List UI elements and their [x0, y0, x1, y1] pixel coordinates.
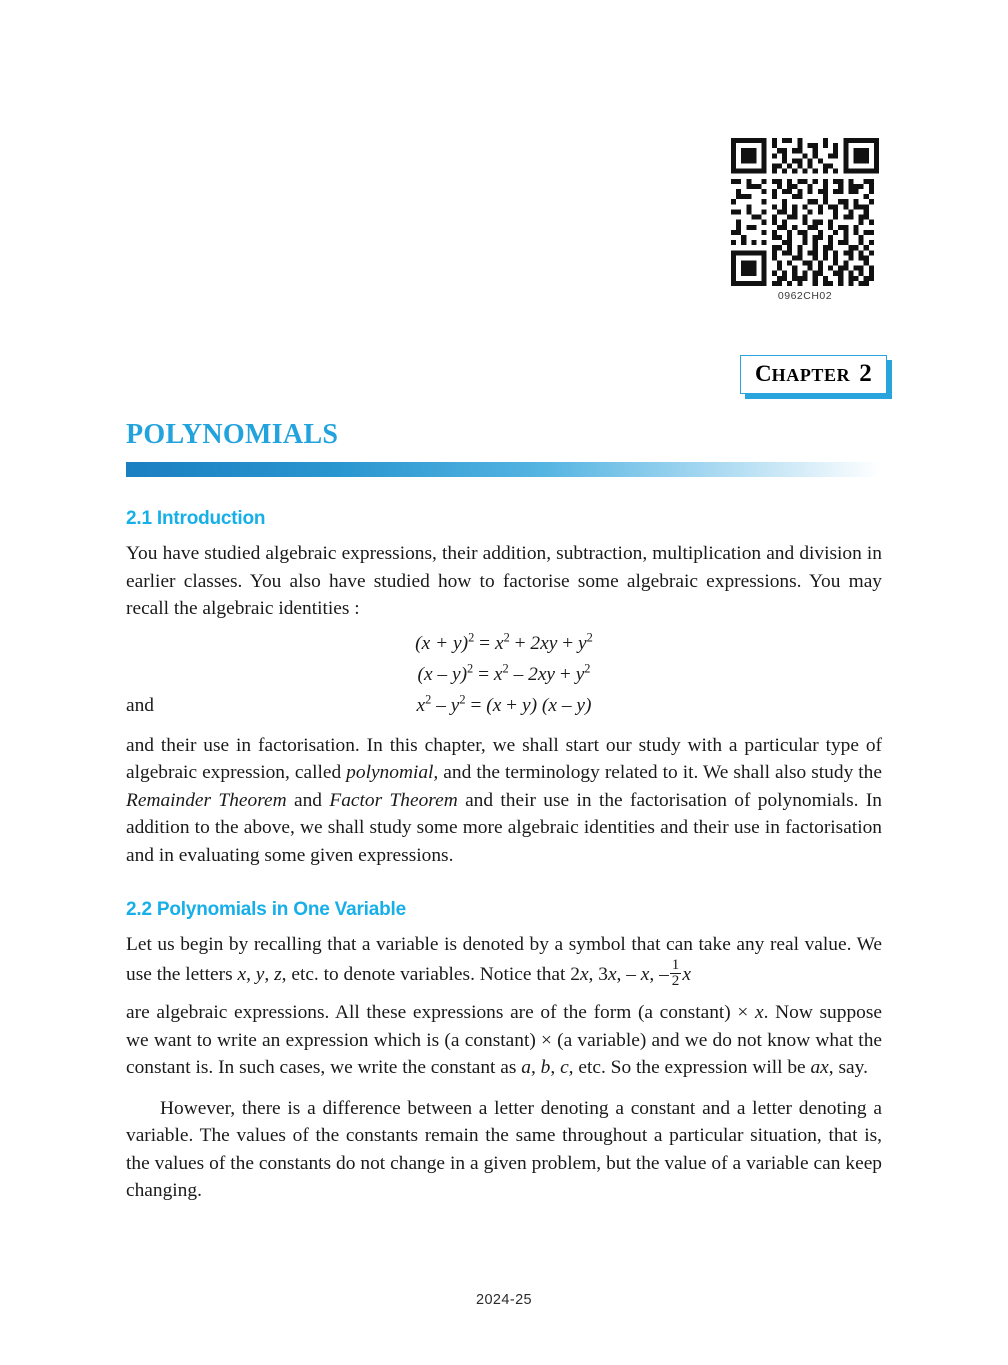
variable-y: y	[255, 963, 265, 985]
s22-p1-part-e: , –	[649, 963, 669, 985]
page-footer: 2024-25	[475, 1292, 532, 1308]
variable-x: x	[237, 963, 247, 985]
identity-3: $x^2 - y^2 = (x + y)$ (x – y)	[416, 692, 592, 716]
section-heading-introduction: 2.1 Introduction	[126, 508, 266, 529]
variable-z: z	[274, 963, 282, 985]
intro-paragraph-2	[126, 732, 882, 870]
s22-p1-part-a: Let us begin by recalling that a variable is denoted by a symbol that can take any real value. We use the letters	[126, 934, 882, 985]
constant-c: c,	[560, 1057, 574, 1079]
s22-paragraph-1: Let us begin by recalling that a variable is denoted by a symbol that can take any real value. We use the letters x, y, z, etc. to denote variables. Notice that 2x, 3x, – x, – $\frac{1}{2}$ x	[126, 934, 882, 990]
s22-p1-part-c: , 3	[588, 963, 608, 985]
s22-p1-part-b: , etc. to denote variables. Notice that 2	[281, 963, 580, 985]
expr-neg-x-var: x	[640, 963, 650, 985]
qr-code-icon	[731, 138, 879, 286]
title-gradient-rule	[126, 462, 881, 477]
intro-p2-part-d: and their use in the factorisation of polynomials. In addition to the above, we shall study some more algebraic identities and their use in factorisation and in evaluating some given expressions.	[126, 789, 882, 866]
chapter-badge	[740, 355, 887, 394]
expr-2x-var: x	[579, 963, 589, 985]
intro-p2-part-c: and	[286, 789, 330, 811]
equation-row	[126, 692, 882, 726]
chapter-word	[755, 361, 851, 386]
qr-code-block	[731, 138, 879, 302]
constant-b: b	[540, 1057, 551, 1079]
term-factor-theorem: Factor Theorem	[329, 789, 458, 811]
s22-p1-part-d: , –	[616, 963, 641, 985]
s22-p2-part-b: . Now suppose we want to write an expression which is (a constant) × (a variable) and we do not know what the constant is. In such cases, we write the constant as	[126, 1002, 882, 1079]
qr-caption: 0962CH02	[777, 290, 833, 302]
intro-p2-part-b: and the terminology related to it. We shall also study the	[438, 762, 882, 783]
fraction-one-half	[670, 958, 682, 991]
section-heading-polynomials-one-variable: 2.2 Polynomials in One Variable	[126, 899, 406, 920]
chapter-word-rest: HAPTER	[771, 365, 851, 385]
s22-paragraph-3: However, there is a difference between a letter denoting a constant and a letter denoting a variable. The values of the constants remain the same throughout a particular situation, that is, the values of the constants do not change in a given problem, but the value of a variable can keep changing.	[126, 1097, 882, 1202]
constant-a: a	[521, 1057, 531, 1079]
expr-3x-var: x	[607, 963, 617, 985]
s22-p2-part-c: etc. So the expression will be	[573, 1057, 811, 1079]
equation-lead-and: and	[126, 694, 154, 716]
fraction-denominator: 2	[671, 973, 680, 990]
equation-row	[126, 661, 882, 695]
equation-row	[126, 630, 882, 664]
identity-1: $(x + y)^2 = x^2 + 2xy + y^2$	[415, 630, 593, 654]
content-column	[126, 508, 882, 1205]
s22-paragraph-2: are algebraic expressions. All these expressions are of the form (a constant) × x. Now suppose we want to write an expression which is (a constant) × (a variable) and we do not know what the constant is. In such cases, we write the constant as a, b, c, etc. So the expression will be ax, say.	[126, 1002, 882, 1079]
term-polynomial: polynomial,	[346, 762, 439, 783]
chapter-number: 2	[859, 360, 872, 387]
identity-equations	[126, 630, 882, 726]
intro-paragraph-1: You have studied algebraic expressions, their addition, subtraction, multiplication and division in earlier classes. You also have studied how to factorise some algebraic expressions. You may recall the algebraic identities :	[126, 543, 882, 619]
form-x-var: x	[755, 1002, 764, 1024]
chapter-word-capital: C	[755, 361, 772, 386]
s22-p2-part-d: , say.	[828, 1057, 868, 1079]
page-title: POLYNOMIALS	[126, 419, 339, 450]
term-remainder-theorem: Remainder Theorem	[126, 789, 287, 811]
fraction-numerator: 1	[671, 956, 680, 973]
expression-ax: ax	[810, 1057, 829, 1079]
identity-2: $(x - y)^2 = x^2 - 2xy + y^2$	[417, 661, 591, 685]
expr-half-x-var: x	[682, 963, 691, 985]
s22-p2-part-a: are algebraic expressions. All these expressions are of the form (a constant) ×	[126, 1002, 756, 1024]
intro-p2-part-a: and their use in factorisation. In this chapter, we shall start our study with a particular type of algebraic expression, called	[126, 734, 882, 783]
